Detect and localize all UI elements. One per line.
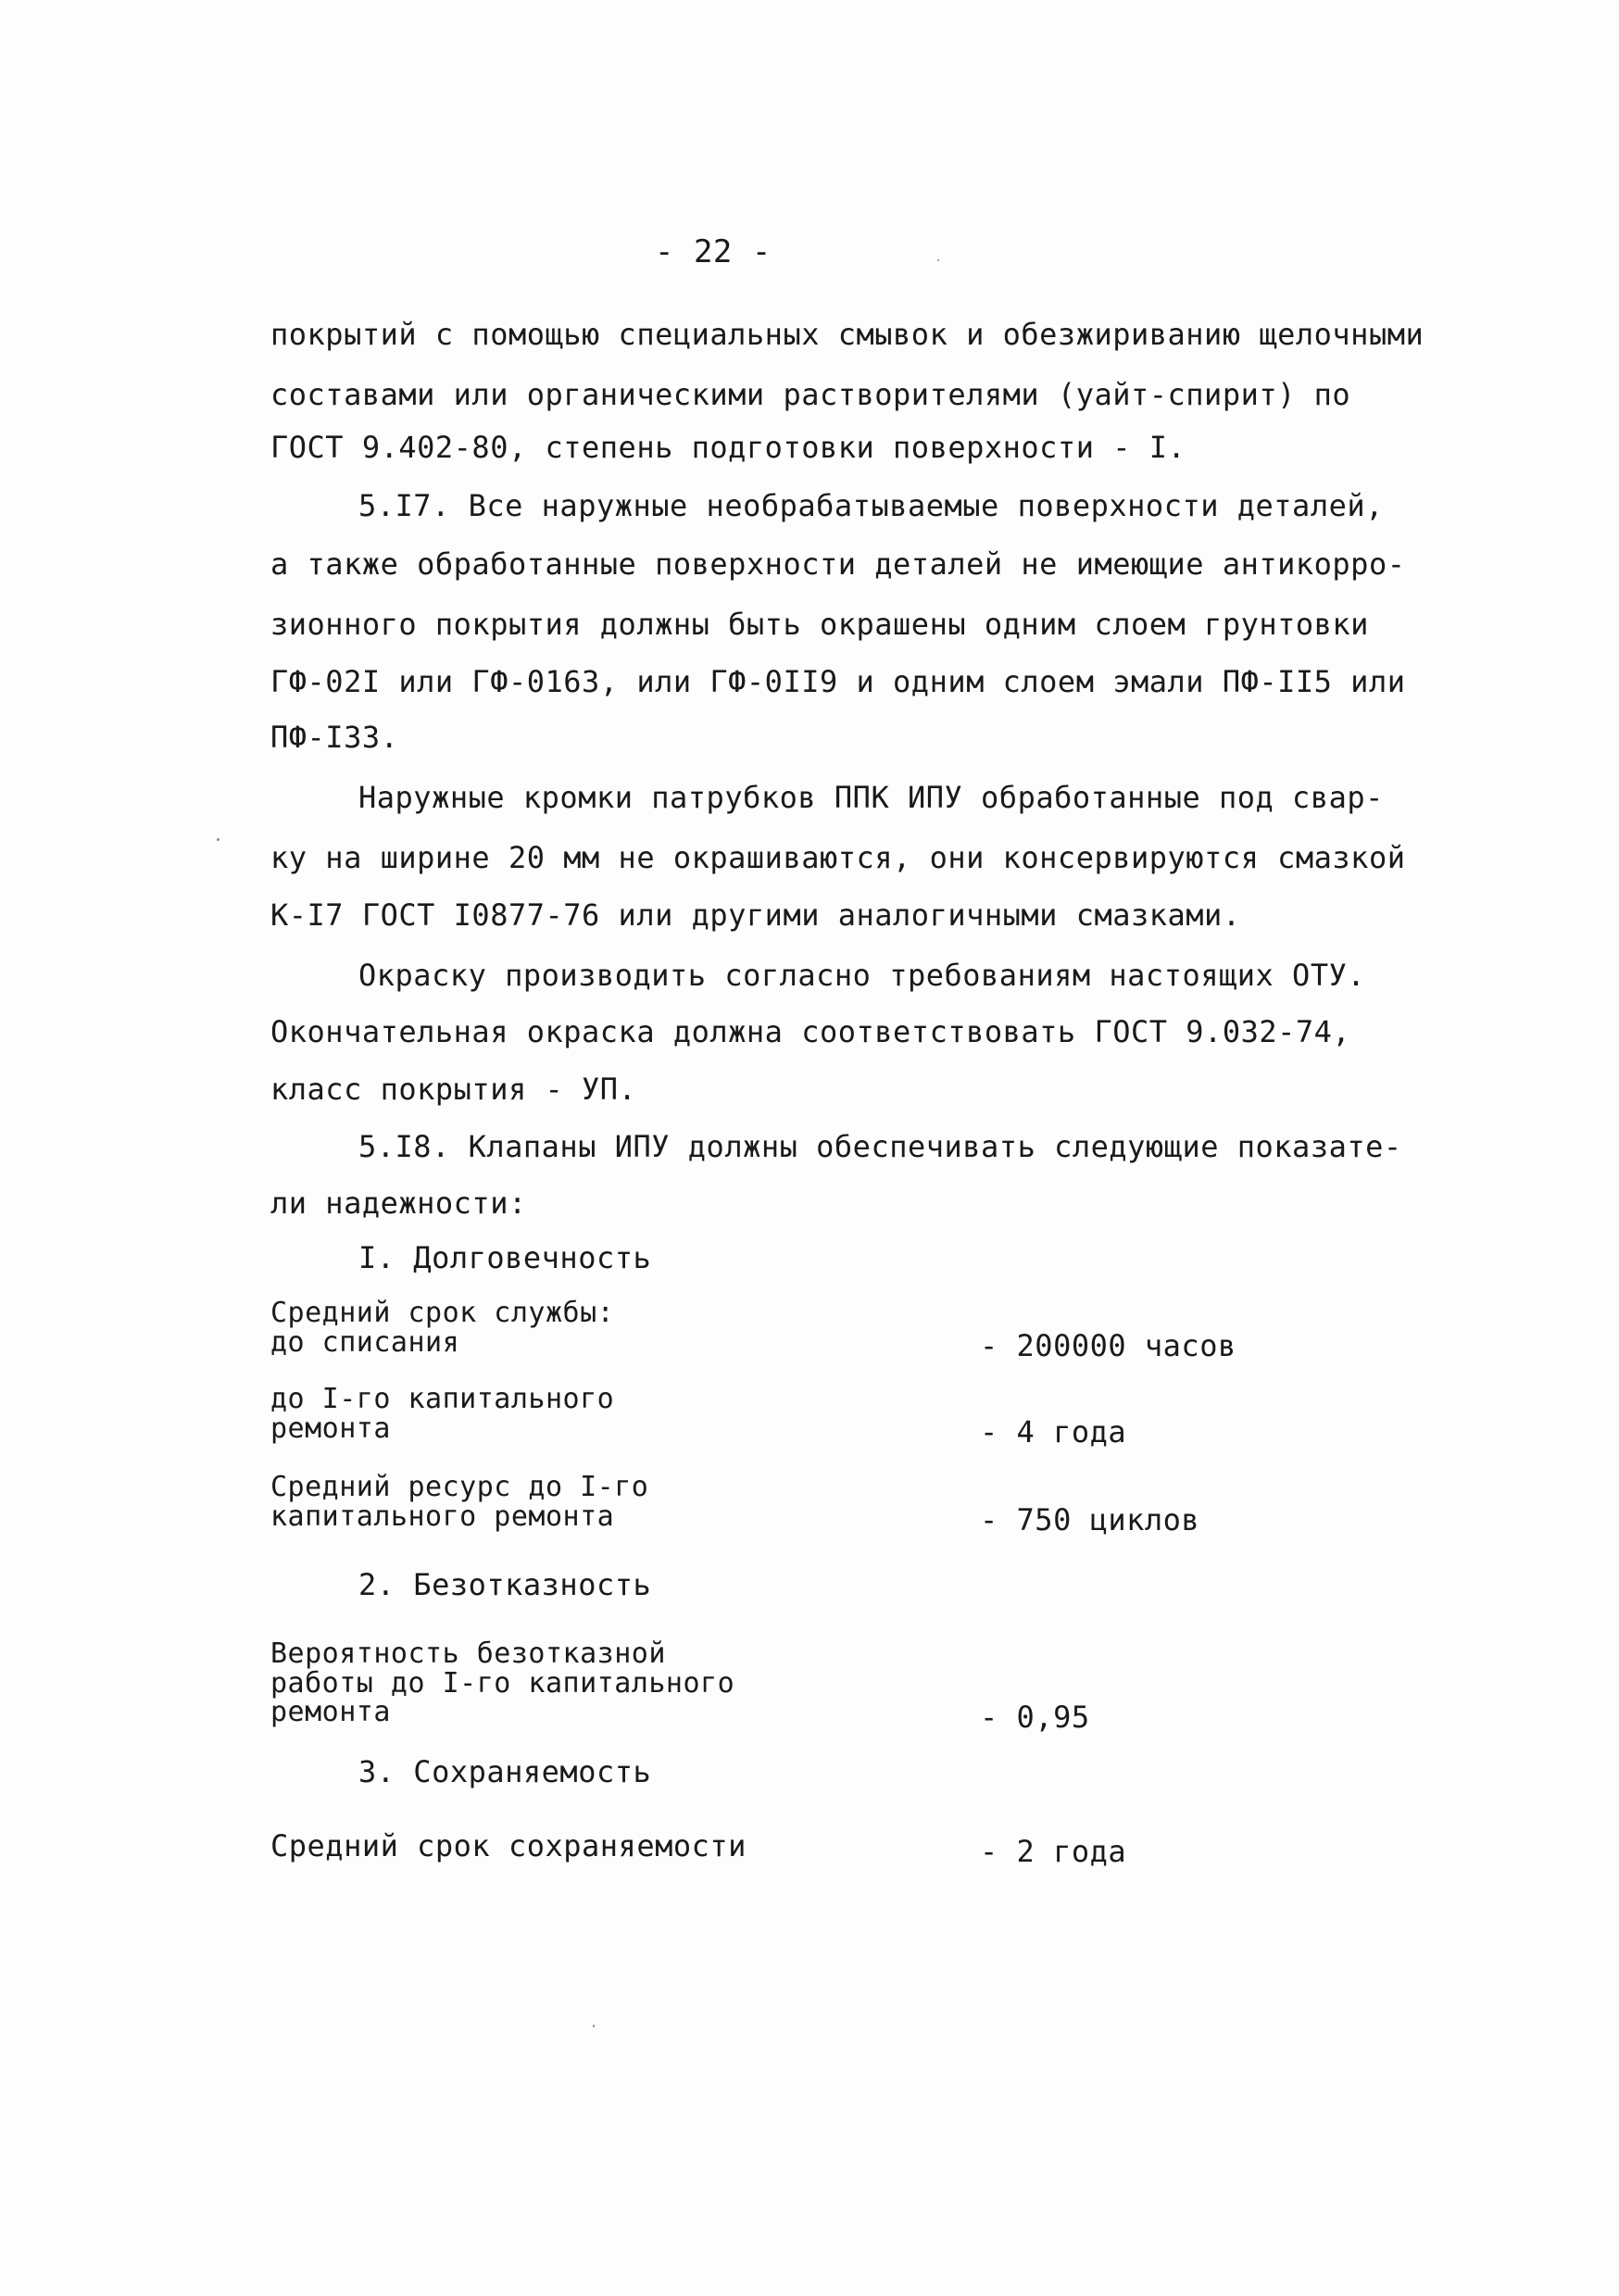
item-label: Средний срок службы: до списания: [270, 1297, 615, 1359]
text-line: а также обработанные поверхности деталей не имеющие антикорро-: [270, 546, 1406, 582]
text-line: ПФ-I33.: [270, 720, 399, 755]
text-line: ли надежности:: [270, 1186, 527, 1221]
text-line: ГФ-02I или ГФ-0163, или ГФ-0II9 и одним слоем эмали ПФ-II5 или: [270, 664, 1406, 699]
item-value: - 4 года: [980, 1414, 1127, 1449]
item-value: - 2 года: [980, 1834, 1127, 1869]
section-heading: 2. Безотказность: [358, 1567, 652, 1602]
text-line: класс покрытия - УП.: [270, 1072, 637, 1107]
text-line: 5.I8. Клапаны ИПУ должны обеспечивать следующие показате-: [358, 1129, 1402, 1164]
item-value: - 750 циклов: [980, 1502, 1200, 1537]
text-line: составами или органическими растворителями (уайт-спирит) по: [270, 377, 1351, 412]
text-line: зионного покрытия должны быть окрашены одним слоем грунтовки: [270, 607, 1369, 642]
item-value: - 0,95: [980, 1700, 1090, 1735]
item-label: Вероятность безотказной работы до I-го капитального ремонта: [270, 1637, 735, 1728]
text-line: К-I7 ГОСТ I0877-76 или другими аналогичными смазками.: [270, 897, 1241, 933]
text-line: Окончательная окраска должна соответствовать ГОСТ 9.032-74,: [270, 1014, 1351, 1049]
text-line: ГОСТ 9.402-80, степень подготовки поверхности - I.: [270, 430, 1186, 465]
scan-speck: [217, 838, 220, 841]
section-heading: 3. Сохраняемость: [358, 1754, 652, 1789]
item-label: Средний ресурс до I-го капитального ремонта: [270, 1471, 649, 1533]
text-line: ку на ширине 20 мм не окрашиваются, они консервируются смазкой: [270, 840, 1406, 875]
scan-speck: [593, 2025, 595, 2027]
item-value: - 200000 часов: [980, 1328, 1236, 1363]
item-label: Средний срок сохраняемости: [270, 1828, 747, 1863]
text-line: Окраску производить согласно требованиям настоящих ОТУ.: [358, 958, 1366, 993]
page-number: - 22 -: [655, 233, 772, 270]
item-label: до I-го капитального ремонта: [270, 1383, 615, 1445]
text-line: Наружные кромки патрубков ППК ИПУ обработанные под свар-: [358, 780, 1384, 815]
scan-speck: [937, 259, 939, 261]
text-line: покрытий с помощью специальных смывок и обезжириванию щелочными: [270, 317, 1424, 352]
text-line: 5.I7. Все наружные необрабатываемые поверхности деталей,: [358, 488, 1384, 523]
section-heading: I. Долговечность: [358, 1240, 652, 1275]
